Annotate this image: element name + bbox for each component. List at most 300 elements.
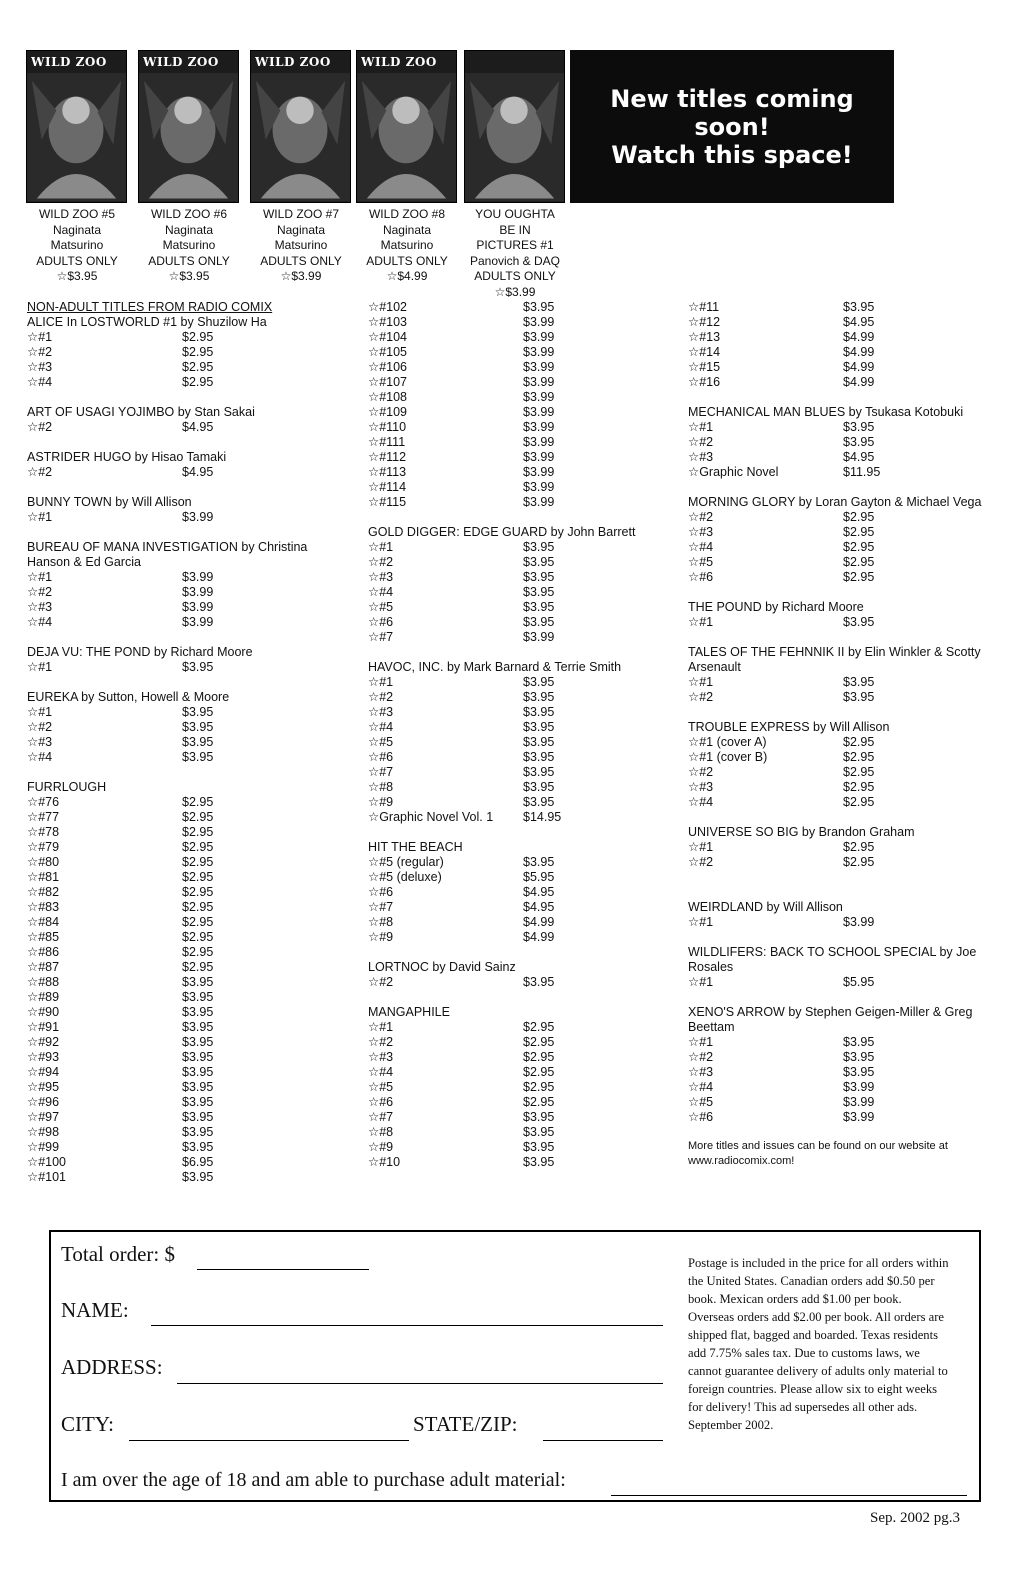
- issue-row: [27, 930, 347, 945]
- comic-cover: [250, 50, 351, 285]
- issue-row: [27, 825, 347, 840]
- cover-caption-line: ADULTS ONLY: [36, 253, 118, 268]
- cover-caption-line: ADULTS ONLY: [260, 253, 342, 268]
- issue-number: ☆#2: [368, 1035, 394, 1049]
- issue-row: [368, 495, 668, 510]
- issue-number: ☆#5: [368, 1080, 394, 1094]
- issue-price: $3.99: [523, 345, 555, 359]
- issue-number: ☆#14: [688, 345, 721, 359]
- issue-row: [688, 975, 983, 990]
- issue-price: $3.95: [182, 750, 214, 764]
- issue-number: ☆#80: [27, 855, 60, 869]
- issue-number: ☆#4: [688, 795, 714, 809]
- issue-row: [368, 405, 668, 420]
- issue-price: $3.99: [523, 375, 555, 389]
- issue-row: [27, 900, 347, 915]
- issue-row: [27, 1125, 347, 1140]
- issue-row: [368, 480, 668, 495]
- title-section: [368, 300, 668, 510]
- issue-price: $3.95: [182, 1110, 214, 1124]
- issue-row: [688, 735, 983, 750]
- issue-number: ☆#1 (cover A): [688, 735, 767, 749]
- issue-price: $3.99: [523, 390, 555, 404]
- issue-row: [688, 1050, 983, 1065]
- issue-price: $3.95: [182, 1080, 214, 1094]
- issue-number: ☆#2: [688, 1050, 714, 1064]
- cover-caption-line: Matsurino: [162, 238, 216, 252]
- issue-price: $3.95: [843, 1035, 875, 1049]
- issue-price: $3.95: [523, 1110, 555, 1124]
- issue-number: ☆#8: [368, 1125, 394, 1139]
- title-section: [368, 660, 668, 825]
- cover-logo: WILD ZOO: [143, 55, 219, 69]
- issue-number: ☆#105: [368, 345, 408, 359]
- issue-row: [27, 885, 347, 900]
- series-title: THE POUND by Richard Moore: [688, 600, 864, 614]
- issue-price: $4.99: [523, 930, 555, 944]
- issue-number: ☆#82: [27, 885, 60, 899]
- issue-row: [688, 570, 983, 585]
- issue-price: $4.99: [843, 330, 875, 344]
- title-section: [27, 780, 347, 1185]
- title-section: [368, 1005, 668, 1170]
- issue-price: $3.95: [182, 990, 214, 1004]
- issue-price: $2.95: [843, 750, 875, 764]
- issue-row: [688, 465, 983, 480]
- issue-price: $3.95: [523, 615, 555, 629]
- title-section: [368, 840, 668, 945]
- issue-price: $3.95: [523, 690, 555, 704]
- title-section: [27, 540, 347, 630]
- issue-number: ☆#4: [368, 720, 394, 734]
- issue-price: $3.95: [523, 735, 555, 749]
- issue-price: $2.95: [182, 960, 214, 974]
- comic-cover: [26, 50, 127, 285]
- issue-price: $3.95: [182, 1005, 214, 1019]
- issue-price: $3.95: [523, 1155, 555, 1169]
- series-title: DEJA VU: THE POND by Richard Moore: [27, 645, 253, 659]
- issue-price: $3.95: [523, 555, 555, 569]
- issue-row: [27, 1020, 347, 1035]
- issue-row: [368, 555, 668, 570]
- issue-row: [27, 360, 347, 375]
- issue-row: [368, 1065, 668, 1080]
- issue-row: [27, 990, 347, 1005]
- issue-price: $2.95: [843, 570, 875, 584]
- issue-row: [368, 855, 668, 870]
- issue-number: ☆#9: [368, 1140, 394, 1154]
- issue-row: [688, 450, 983, 465]
- issue-price: $2.95: [182, 930, 214, 944]
- issue-number: ☆#1: [688, 615, 714, 629]
- issue-number: ☆#3: [688, 525, 714, 539]
- issue-price: $2.95: [182, 840, 214, 854]
- issue-number: ☆#113: [368, 465, 407, 479]
- issue-price: $3.95: [523, 795, 555, 809]
- series-title: NON-ADULT TITLES FROM RADIO COMIX: [27, 300, 273, 314]
- issue-price: $2.95: [843, 765, 875, 779]
- issue-price: $2.95: [182, 810, 214, 824]
- issue-row: [688, 615, 983, 630]
- issue-number: ☆#79: [27, 840, 60, 854]
- issue-number: ☆#2: [688, 855, 714, 869]
- cover-caption-line: Naginata: [382, 222, 432, 237]
- title-section: [688, 300, 983, 390]
- issue-row: [688, 345, 983, 360]
- issue-price: $3.95: [523, 600, 555, 614]
- issue-price: $2.95: [843, 540, 875, 554]
- issue-row: [27, 1080, 347, 1095]
- issue-number: ☆#3: [368, 705, 394, 719]
- issue-price: $14.95: [523, 810, 562, 824]
- cover-art-image: [138, 50, 239, 203]
- issue-row: [368, 330, 668, 345]
- issue-number: ☆#114: [368, 480, 407, 494]
- cover-caption: [460, 207, 570, 300]
- issue-price: $3.99: [182, 570, 214, 584]
- issue-price: $2.95: [182, 345, 214, 359]
- cover-caption-line: ☆$3.99: [494, 284, 536, 299]
- issue-price: $3.99: [523, 435, 555, 449]
- cover-caption: [134, 207, 244, 285]
- issue-row: [27, 750, 347, 765]
- issue-row: [27, 795, 347, 810]
- issue-number: ☆#1: [27, 660, 53, 674]
- issue-row: [368, 1080, 668, 1095]
- issue-row: [688, 1095, 983, 1110]
- issue-row: [27, 330, 347, 345]
- issue-number: ☆#97: [27, 1110, 60, 1124]
- issue-price: $2.95: [182, 825, 214, 839]
- address-input[interactable]: [177, 1383, 663, 1384]
- cover-caption-line: WILD ZOO #5: [38, 207, 115, 221]
- issue-number: ☆#9: [368, 930, 394, 944]
- issue-price: $3.99: [523, 480, 555, 494]
- issue-number: ☆#1: [688, 975, 714, 989]
- comic-cover: [138, 50, 239, 285]
- issue-price: $3.99: [182, 585, 214, 599]
- title-column-3: [688, 300, 983, 1169]
- issue-number: ☆#2: [27, 420, 53, 434]
- issue-price: $3.95: [523, 705, 555, 719]
- issue-number: ☆#9: [368, 795, 394, 809]
- name-input[interactable]: [151, 1325, 663, 1326]
- issue-number: ☆Graphic Novel: [688, 465, 779, 479]
- issue-row: [688, 510, 983, 525]
- issue-price: $3.95: [523, 300, 555, 314]
- issue-row: [27, 1065, 347, 1080]
- issue-number: ☆#102: [368, 300, 408, 314]
- series-title: LORTNOC by David Sainz: [368, 960, 516, 974]
- issue-price: $3.99: [523, 465, 555, 479]
- issue-row: [688, 525, 983, 540]
- issue-row: [368, 390, 668, 405]
- issue-price: $3.95: [523, 855, 555, 869]
- issue-price: $2.95: [182, 915, 214, 929]
- issue-number: ☆#1: [27, 705, 53, 719]
- issue-number: ☆#4: [368, 1065, 394, 1079]
- issue-row: [368, 720, 668, 735]
- issue-number: ☆#1: [368, 1020, 394, 1034]
- title-section: [688, 945, 983, 990]
- issue-number: ☆#101: [27, 1170, 67, 1184]
- issue-row: [688, 540, 983, 555]
- cover-caption: [246, 207, 356, 285]
- city-input[interactable]: [129, 1440, 409, 1441]
- issue-price: $3.95: [523, 1125, 555, 1139]
- issue-price: $2.95: [182, 360, 214, 374]
- issue-number: ☆#4: [27, 375, 53, 389]
- issue-number: ☆#5: [368, 600, 394, 614]
- issue-number: ☆#2: [27, 465, 53, 479]
- issue-number: ☆#3: [688, 780, 714, 794]
- cover-caption-line: ADULTS ONLY: [148, 253, 230, 268]
- total-order-input[interactable]: [197, 1269, 369, 1270]
- issue-row: [688, 315, 983, 330]
- issue-price: $3.99: [523, 405, 555, 419]
- cover-caption-line: ☆$3.99: [280, 269, 322, 283]
- issue-row: [368, 690, 668, 705]
- issue-number: ☆Graphic Novel Vol. 1: [368, 810, 494, 824]
- issue-price: $2.95: [523, 1080, 555, 1094]
- issue-price: $2.95: [182, 870, 214, 884]
- issue-price: $2.95: [182, 855, 214, 869]
- name-label: NAME:: [61, 1298, 129, 1322]
- issue-number: ☆#16: [688, 375, 721, 389]
- issue-number: ☆#7: [368, 1110, 394, 1124]
- cover-logo: WILD ZOO: [361, 55, 437, 69]
- title-section: [688, 720, 983, 810]
- issue-row: [368, 585, 668, 600]
- issue-row: [688, 420, 983, 435]
- issue-price: $2.95: [843, 510, 875, 524]
- issue-number: ☆#98: [27, 1125, 60, 1139]
- issue-number: ☆#107: [368, 375, 408, 389]
- series-title: BUNNY TOWN by Will Allison: [27, 495, 192, 509]
- title-section: [27, 645, 347, 675]
- issue-number: ☆#108: [368, 390, 408, 404]
- issue-number: ☆#1: [688, 1035, 714, 1049]
- address-label: ADDRESS:: [61, 1355, 163, 1379]
- issue-price: $3.95: [843, 615, 875, 629]
- issue-number: ☆#90: [27, 1005, 60, 1019]
- issue-price: $2.95: [182, 795, 214, 809]
- issue-price: $3.95: [843, 420, 875, 434]
- issue-number: ☆#89: [27, 990, 60, 1004]
- issue-number: ☆#110: [368, 420, 407, 434]
- issue-number: ☆#88: [27, 975, 60, 989]
- title-section: [688, 495, 983, 585]
- issue-row: [688, 675, 983, 690]
- issue-row: [688, 915, 983, 930]
- issue-row: [27, 1170, 347, 1185]
- issue-number: ☆#15: [688, 360, 721, 374]
- title-section: [688, 405, 983, 480]
- cover-caption-line: ADULTS ONLY: [474, 269, 556, 283]
- issue-row: [368, 315, 668, 330]
- issue-number: ☆#4: [688, 540, 714, 554]
- issue-price: $2.95: [843, 525, 875, 539]
- issue-row: [27, 660, 347, 675]
- issue-number: ☆#2: [27, 585, 53, 599]
- issue-row: [368, 810, 668, 825]
- issue-row: [27, 345, 347, 360]
- issue-number: ☆#6: [368, 615, 394, 629]
- issue-number: ☆#5 (deluxe): [368, 870, 442, 884]
- issue-row: [27, 735, 347, 750]
- issue-number: ☆#10: [368, 1155, 401, 1169]
- issue-number: ☆#2: [27, 345, 53, 359]
- issue-number: ☆#8: [368, 780, 394, 794]
- issue-row: [27, 945, 347, 960]
- issue-price: $3.95: [182, 705, 214, 719]
- issue-row: [27, 585, 347, 600]
- issue-number: ☆#1: [688, 840, 714, 854]
- title-section: [688, 900, 983, 930]
- series-title: WILDLIFERS: BACK TO SCHOOL SPECIAL by Joe Rosales: [688, 945, 977, 974]
- issue-row: [368, 975, 668, 990]
- issue-price: $3.95: [843, 1050, 875, 1064]
- issue-row: [368, 540, 668, 555]
- issue-price: $3.99: [523, 495, 555, 509]
- page-footer: Sep. 2002 pg.3: [870, 1510, 960, 1526]
- series-title: MANGAPHILE: [368, 1005, 450, 1019]
- issue-number: ☆#7: [368, 765, 394, 779]
- issue-number: ☆#91: [27, 1020, 60, 1034]
- issue-number: ☆#3: [688, 450, 714, 464]
- issue-price: $3.95: [843, 1065, 875, 1079]
- issue-row: [368, 1020, 668, 1035]
- comic-cover: [356, 50, 457, 285]
- issue-number: ☆#1: [27, 570, 53, 584]
- issue-row: [688, 435, 983, 450]
- issue-number: ☆#84: [27, 915, 60, 929]
- cover-logo: WILD ZOO: [255, 55, 331, 69]
- issue-price: $4.99: [843, 375, 875, 389]
- issue-number: ☆#109: [368, 405, 408, 419]
- issue-price: $3.95: [182, 1050, 214, 1064]
- issue-row: [27, 870, 347, 885]
- cover-caption-line: PICTURES #1: [476, 238, 554, 252]
- issue-price: $2.95: [523, 1020, 555, 1034]
- series-title: MECHANICAL MAN BLUES by Tsukasa Kotobuki: [688, 405, 964, 419]
- cover-caption-line: Matsurino: [380, 238, 434, 252]
- issue-number: ☆#99: [27, 1140, 60, 1154]
- issue-price: $11.95: [843, 465, 881, 479]
- issue-row: [688, 360, 983, 375]
- coming-soon-line: Watch this space!: [611, 140, 853, 169]
- issue-price: $3.95: [182, 1020, 214, 1034]
- issue-number: ☆#5: [688, 555, 714, 569]
- series-title: ASTRIDER HUGO by Hisao Tamaki: [27, 450, 227, 464]
- issue-row: [27, 1140, 347, 1155]
- series-title: HAVOC, INC. by Mark Barnard & Terrie Smith: [368, 660, 622, 674]
- issue-number: ☆#2: [368, 975, 394, 989]
- title-column-2: [368, 300, 668, 1170]
- issue-number: ☆#2: [688, 435, 714, 449]
- title-section: [27, 450, 347, 480]
- issue-row: [27, 1095, 347, 1110]
- coming-soon-line: New titles coming: [610, 84, 854, 113]
- state-zip-input[interactable]: [543, 1440, 663, 1441]
- issue-row: [27, 420, 347, 435]
- issue-number: ☆#6: [688, 570, 714, 584]
- issue-price: $3.99: [182, 600, 214, 614]
- issue-number: ☆#87: [27, 960, 60, 974]
- issue-row: [368, 885, 668, 900]
- issue-price: $3.99: [843, 1110, 875, 1124]
- issue-number: ☆#81: [27, 870, 60, 884]
- issue-number: ☆#7: [368, 900, 394, 914]
- issue-number: ☆#6: [368, 885, 394, 899]
- issue-price: $2.95: [843, 735, 875, 749]
- issue-number: ☆#94: [27, 1065, 60, 1079]
- issue-row: [368, 360, 668, 375]
- issue-number: ☆#95: [27, 1080, 60, 1094]
- cover-illustration: [357, 51, 456, 202]
- issue-price: $3.95: [523, 765, 555, 779]
- cover-caption-line: Naginata: [276, 222, 326, 237]
- issue-number: ☆#3: [27, 600, 53, 614]
- issue-price: $2.95: [182, 945, 214, 959]
- issue-number: ☆#13: [688, 330, 721, 344]
- issue-row: [688, 375, 983, 390]
- cover-logo: [469, 55, 560, 70]
- cover-illustration: [139, 51, 238, 202]
- issue-price: $3.95: [182, 1095, 214, 1109]
- age-confirmation-input[interactable]: [611, 1495, 967, 1496]
- issue-number: ☆#6: [368, 750, 394, 764]
- issue-price: $4.95: [843, 450, 875, 464]
- cover-caption-line: Matsurino: [50, 238, 104, 252]
- issue-row: [688, 840, 983, 855]
- issue-number: ☆#3: [688, 1065, 714, 1079]
- cover-art-image: [464, 50, 565, 203]
- issue-price: $3.95: [843, 435, 875, 449]
- cover-art-image: [356, 50, 457, 203]
- issue-number: ☆#4: [27, 615, 53, 629]
- issue-row: [27, 840, 347, 855]
- issue-price: $3.99: [182, 510, 214, 524]
- issue-price: $3.99: [523, 330, 555, 344]
- issue-row: [368, 465, 668, 480]
- issue-row: [27, 1050, 347, 1065]
- series-title: MORNING GLORY by Loran Gayton & Michael Vega: [688, 495, 982, 509]
- issue-number: ☆#3: [368, 570, 394, 584]
- issue-price: $2.95: [843, 855, 875, 869]
- issue-number: ☆#85: [27, 930, 60, 944]
- issue-price: $3.95: [523, 540, 555, 554]
- issue-price: $2.95: [843, 795, 875, 809]
- issue-number: ☆#4: [688, 1080, 714, 1094]
- issue-number: ☆#12: [688, 315, 721, 329]
- issue-price: $3.95: [843, 690, 875, 704]
- issue-price: $6.95: [182, 1155, 214, 1169]
- issue-row: [368, 780, 668, 795]
- title-section: [27, 405, 347, 435]
- issue-number: ☆#2: [688, 510, 714, 524]
- comic-cover: [464, 50, 565, 300]
- issue-row: [27, 1110, 347, 1125]
- issue-row: [368, 675, 668, 690]
- title-section: [368, 960, 668, 990]
- title-section: [688, 825, 983, 870]
- more-titles-note: More titles and issues can be found on our website at www.radiocomix.com!: [688, 1140, 948, 1167]
- issue-number: ☆#100: [27, 1155, 67, 1169]
- city-label: CITY:: [61, 1412, 114, 1436]
- cover-caption-line: WILD ZOO #6: [150, 207, 227, 221]
- issue-number: ☆#1: [688, 915, 714, 929]
